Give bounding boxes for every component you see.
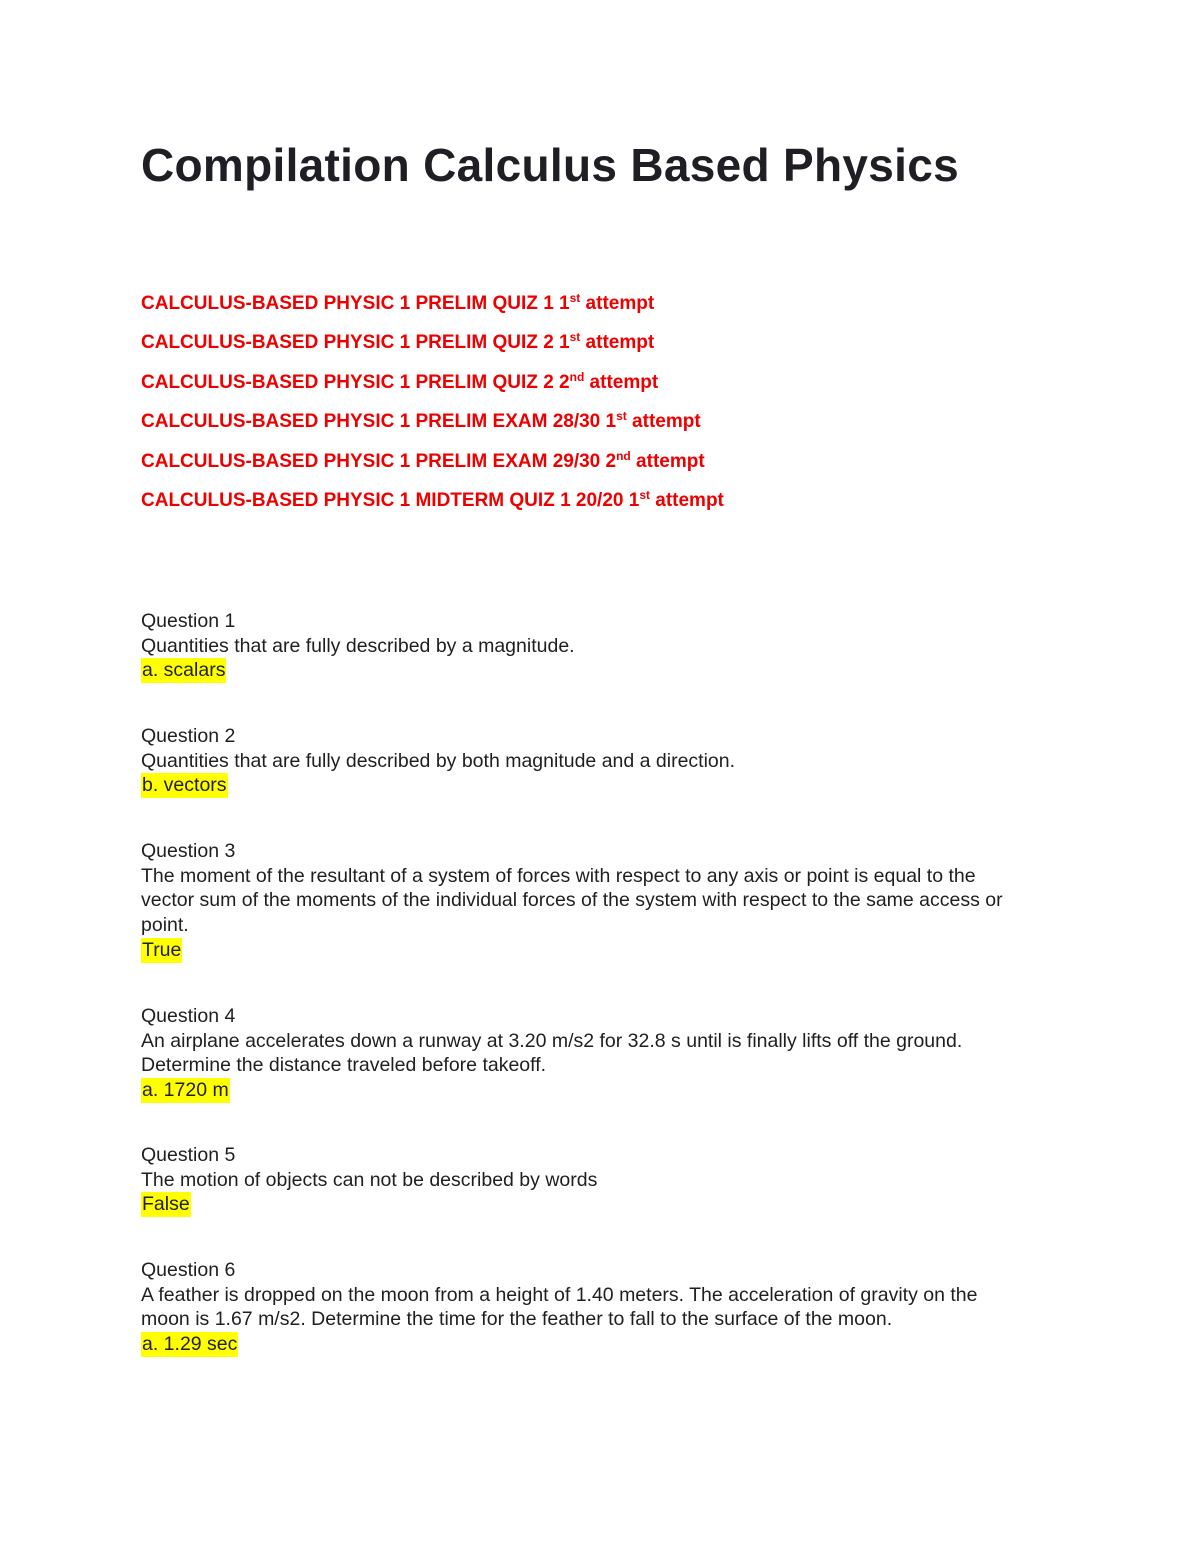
quiz-link-text: CALCULUS-BASED PHYSIC 1 MIDTERM QUIZ 1 20/20 1 xyxy=(141,489,640,511)
question-block xyxy=(141,1004,1061,1103)
question-block xyxy=(141,609,1061,683)
quiz-link[interactable] xyxy=(141,487,724,526)
question-block xyxy=(141,724,1061,798)
ordinal-suffix: st xyxy=(569,330,581,345)
highlighted-answer: a. 1.29 sec xyxy=(142,1333,238,1356)
quiz-link-text: CALCULUS-BASED PHYSIC 1 PRELIM QUIZ 2 2 xyxy=(141,371,570,393)
ordinal-suffix: st xyxy=(616,409,627,424)
highlighted-answer: a. 1720 m xyxy=(142,1079,229,1102)
quiz-link[interactable] xyxy=(141,329,724,368)
quiz-link-tail: attempt xyxy=(584,371,659,393)
quiz-link-text: CALCULUS-BASED PHYSIC 1 PRELIM QUIZ 2 1 xyxy=(141,332,570,354)
ordinal-suffix: st xyxy=(569,291,581,305)
quiz-link-list xyxy=(141,290,724,526)
question-label: Question 3 xyxy=(141,840,236,862)
quiz-link-tail: attempt xyxy=(626,411,701,433)
question-text: The motion of objects can not be described by words xyxy=(141,1168,598,1191)
quiz-link-text: CALCULUS-BASED PHYSIC 1 PRELIM EXAM 29/30 2 xyxy=(141,450,617,472)
document-title: Compilation Calculus Based Physics xyxy=(141,139,959,191)
highlighted-answer: a. scalars xyxy=(142,659,226,682)
quiz-link[interactable] xyxy=(141,408,724,447)
quiz-link[interactable] xyxy=(141,448,724,487)
quiz-link-text: CALCULUS-BASED PHYSIC 1 PRELIM EXAM 28/30 1 xyxy=(141,411,617,433)
question-text: Quantities that are fully described by a magnitude. xyxy=(141,634,575,657)
question-block xyxy=(141,1258,1061,1357)
question-label: Question 1 xyxy=(141,610,236,632)
highlighted-answer: True xyxy=(142,938,182,961)
question-text: A feather is dropped on the moon from a height of 1.40 meters. The acceleration of gravity on the moon is 1.67 m/s2. Determine the time for the feather to fall to the surface of the moon. xyxy=(141,1283,978,1331)
question-label: Question 4 xyxy=(141,1005,236,1027)
quiz-link[interactable] xyxy=(141,290,724,329)
question-label: Question 5 xyxy=(141,1144,236,1166)
ordinal-suffix: nd xyxy=(569,369,585,384)
ordinal-suffix: nd xyxy=(616,448,631,463)
question-block xyxy=(141,1143,1061,1217)
question-label: Question 6 xyxy=(141,1259,236,1281)
highlighted-answer: b. vectors xyxy=(142,774,227,797)
question-text: Quantities that are fully described by both magnitude and a direction. xyxy=(141,749,736,772)
quiz-link[interactable] xyxy=(141,369,724,408)
question-text: The moment of the resultant of a system of forces with respect to any axis or point is equal to the vector sum of the moments of the individual forces of the system with respect to the same access or point. xyxy=(141,864,1003,937)
ordinal-suffix: st xyxy=(639,487,650,502)
question-label: Question 2 xyxy=(141,725,236,747)
highlighted-answer: False xyxy=(142,1193,190,1216)
quiz-link-tail: attempt xyxy=(649,489,724,511)
quiz-link-tail: attempt xyxy=(580,293,655,314)
quiz-link-tail: attempt xyxy=(580,332,655,354)
question-block xyxy=(141,839,1061,963)
quiz-link-tail: attempt xyxy=(630,450,705,472)
quiz-link-text: CALCULUS-BASED PHYSIC 1 PRELIM QUIZ 1 1 xyxy=(141,293,570,314)
question-text: An airplane accelerates down a runway at 3.20 m/s2 for 32.8 s until is finally lifts off the ground. Determine the distance traveled before takeoff. xyxy=(141,1029,963,1077)
